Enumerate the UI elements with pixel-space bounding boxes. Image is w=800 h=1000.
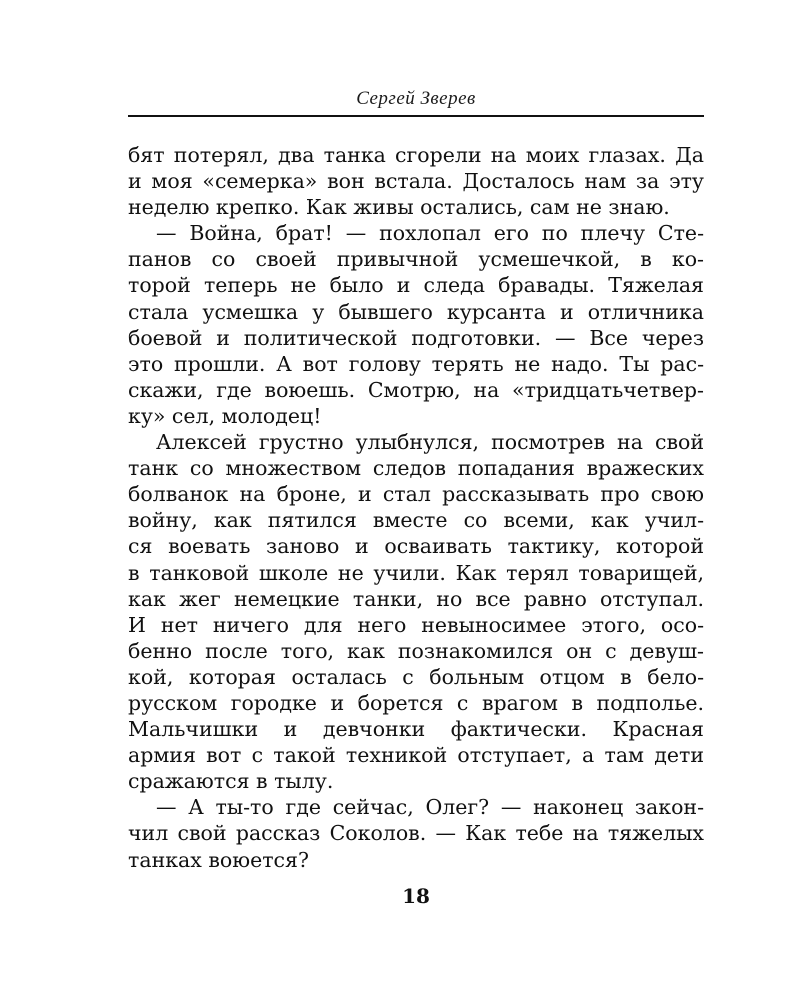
text-line: танк со множеством следов попадания вражеских <box>128 456 704 481</box>
text-line: — Война, брат! — похлопал его по плечу Сте- <box>156 221 704 246</box>
text-line: чил свой рассказ Соколов. — Как тебе на тяжелых <box>128 821 704 846</box>
text-line: кой, которая осталась с больным отцом в бело- <box>128 664 704 689</box>
text-line: это прошли. А вот голову терять не надо. Ты рас- <box>128 351 704 376</box>
text-line: боевой и политической подготовки. — Все через <box>128 325 704 350</box>
text-line: и моя «семерка» вон встала. Досталось нам за эту <box>128 169 704 194</box>
body-text <box>128 142 704 873</box>
text-line: танках воюется? <box>128 847 309 872</box>
text-line: ку» сел, молодец! <box>128 403 322 428</box>
text-line: Мальчишки и девчонки фактически. Красная <box>128 717 704 742</box>
text-line: Алексей грустно улыбнулся, посмотрев на свой <box>156 430 704 455</box>
text-line: войну, как пятился вместе со всеми, как учил- <box>128 508 704 533</box>
text-line: панов со своей привычной усмешечкой, в ко- <box>128 247 704 272</box>
page-number: 18 <box>402 884 430 908</box>
text-line: болванок на броне, и стал рассказывать про свою <box>128 482 704 507</box>
running-head-author: Сергей Зверев <box>356 88 476 109</box>
text-line: стала усмешка у бывшего курсанта и отличника <box>128 299 704 324</box>
text-line: бенно после того, как познакомился он с девуш- <box>128 638 704 663</box>
text-line: неделю крепко. Как живы остались, сам не знаю. <box>128 195 670 220</box>
text-line: русском городке и борется с врагом в подполье. <box>128 690 704 715</box>
text-line: И нет ничего для него невыносимее этого, осо- <box>128 612 704 637</box>
text-line: скажи, где воюешь. Смотрю, на «тридцатьчетвер- <box>128 377 704 402</box>
text-line: бят потерял, два танка сгорели на моих глазах. Да <box>128 143 704 167</box>
text-line: в танковой школе не учили. Как терял товарищей, <box>128 560 704 585</box>
text-line: ся воевать заново и осваивать тактику, которой <box>128 534 704 559</box>
text-line: как жег немецкие танки, но все равно отступал. <box>128 586 704 611</box>
header-rule <box>128 115 704 117</box>
text-line: — А ты-то где сейчас, Олег? — наконец закон- <box>156 795 704 820</box>
text-line: торой теперь не было и следа бравады. Тяжелая <box>128 273 704 298</box>
text-line: армия вот с такой техникой отступает, а там дети <box>128 743 704 768</box>
text-line: сражаются в тылу. <box>128 769 334 794</box>
